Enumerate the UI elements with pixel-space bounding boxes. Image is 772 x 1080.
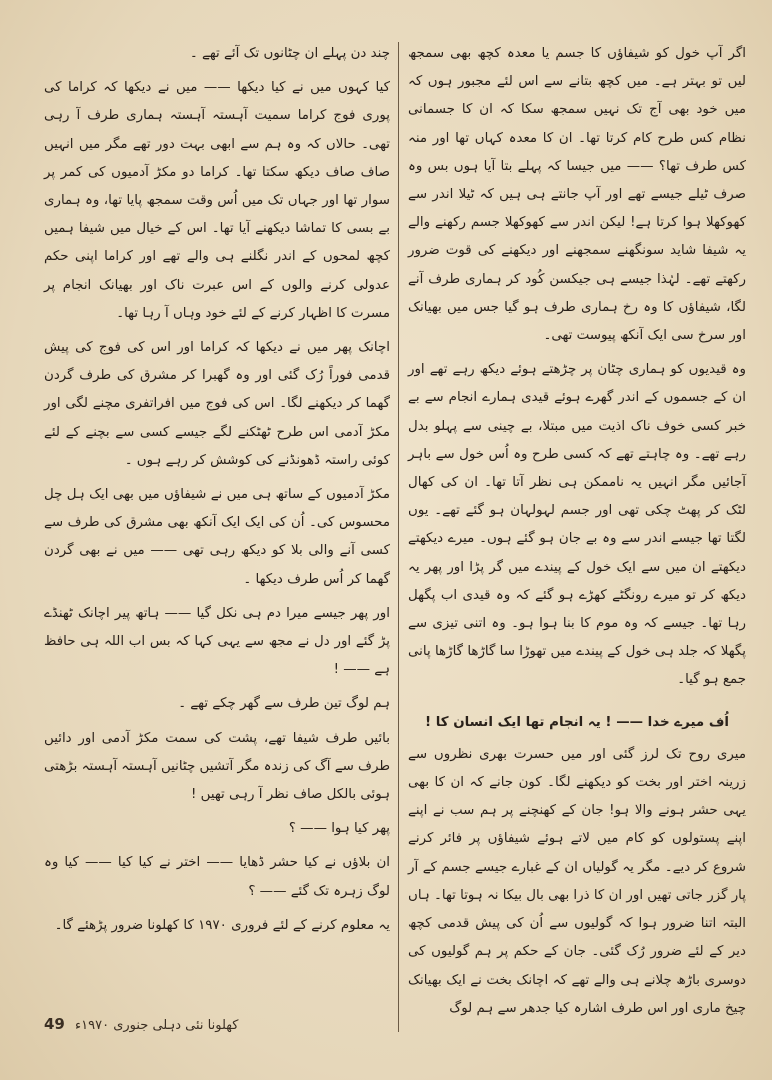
right-column xyxy=(408,40,746,1029)
paragraph: چند دن پہلے ان چٹانوں تک آئے تھے ۔ xyxy=(189,46,390,61)
paragraph: اور پھر جیسے میرا دم ہی نکل گیا —— ہاتھ پیر اچانک ٹھنڈے پڑ گئے اور دل نے مجھ سے یہی کہا کہ بس اب اللہ ہی حافظ ہے —— ! xyxy=(44,605,390,678)
paragraph: بائیں طرف شیفا تھے، پشت کی سمت مکڑ آدمی اور دائیں طرف سے آگ کی زندہ مگر آتشیں چٹانیں آہستہ آہستہ بڑھتی ہوئی بالکل صاف نظر آ رہی تھیں ! xyxy=(44,730,390,803)
paragraph: ہم لوگ تین طرف سے گھر چکے تھے ۔ xyxy=(178,696,390,712)
page-footer xyxy=(44,1014,238,1036)
page-number: 49 xyxy=(44,1015,65,1033)
paragraph: اچانک پھر میں نے دیکھا کہ کراما اور اس کی فوج کی پیش قدمی فوراً رُک گئی اور وہ گھبرا کر مشرق کی طرف گردن گھما کر دیکھنے لگا۔ اس کی فوج میں افراتفری مچنے لگی اور مکڑ آدمی اس طرح ٹھٹکنے لگے جیسے کسی سے بچنے کے لئے کوئی راستہ ڈھونڈنے کی کوشش کر رہے ہوں ۔ xyxy=(44,340,390,468)
left-column xyxy=(44,40,390,946)
paragraph: وہ قیدیوں کو ہماری چٹان پر چڑھتے ہوئے دیکھ رہے تھے اور ان کے جسموں کے اندر گھرے ہوئے قیدی ہمارے انجام سے بے خبر کسی خوف ناک اذیت میں مبتلا، بے چینی سے پہلو بدل رہے تھے۔ وہ چاہتے تھے کہ کسی طرح وہ اُس خول سے باہر آجائیں مگر انہیں یہ ناممکن ہی نظر آتا تھا۔ ان کی کھال لٹک کر پھٹ چکی تھی اور جسم لہولہان ہو گئے تھے۔ یوں لگتا تھا جیسے اندر سے وہ بے جان ہو گئے ہوں۔ میرے دیکھتے دیکھتے ان میں سے ایک خول کے پیندے میں گر پڑا اور پھر یہ دیکھ کر تو میرے رونگٹے کھڑے ہو گئے کہ وہ قیدی اب پگھل رہا تھا۔ جیسے کہ وہ موم کا بنا ہوا ہو۔ وہ اتنی تیزی سے پگھلا کہ جلد ہی خول کے پیندے میں تھوڑا سا گاڑھا گاڑھا پانی جمع ہو گیا۔ xyxy=(408,362,746,688)
paragraph: اگر آپ خول کو شیفاؤں کا جسم یا معدہ کچھ بھی سمجھ لیں تو بہتر ہے۔ میں کچھ بتانے سے اس لئے مجبور ہوں کہ میں خود بھی آج تک نہیں سمجھ سکا کہ ان کا جسمانی نظام کس طرح کام کرتا تھا۔ ان کا معدہ کہاں تھا اور منہ کس طرف تھا؟ —— میں جیسا کہ پہلے بتا آیا ہوں بس وہ صرف ٹیلے جیسے تھے اور آپ جانتے ہی ہیں کہ ٹیلا اندر سے کھوکھلا ہوا کرتا ہے! لیکن اندر سے کھوکھلا جسم رکھنے والے یہ شیفا شاید سونگھنے سمجھنے اور دیکھنے کی قوت ضرور رکھتے تھے۔ لہٰذا جیسے ہی جیکسن کُود کر ہماری طرف آنے لگا، شیفاؤں کا وہ رخ ہماری طرف ہو گیا جس میں بھیانک اور سرخ سی ایک آنکھ پیوست تھی۔ xyxy=(408,46,746,344)
section-heading: اُف میرے خدا —— ! یہ انجام تھا ایک انسان کا ! xyxy=(424,714,730,730)
paragraph: کیا کہوں میں نے کیا دیکھا —— میں نے دیکھا کہ کراما کی پوری فوج کراما سمیت آہستہ آہستہ ہماری طرف آ رہی تھی۔ حالاں کہ وہ ہم سے ابھی بہت دور تھے مگر میں انہیں صاف صاف دیکھ سکتا تھا۔ کراما دو مکڑ آدمیوں کی کمر پر سوار تھا اور جہاں تک میں اُس وقت سمجھ پایا تھا، وہ ہماری بے بسی کا تماشا دیکھنے آیا تھا۔ اس کے خیال میں شیفا ہمیں کچھ لمحوں کے اندر نگلنے ہی والے تھے اور کراما اپنی حکم عدولی کرنے والوں کے اس عبرت ناک اور بھیانک انجام پر مسرت کا اظہار کرنے کے لئے خود وہاں آ رہا تھا۔ xyxy=(44,80,390,321)
paragraph: مکڑ آدمیوں کے ساتھ ہی میں نے شیفاؤں میں بھی ایک ہل چل محسوس کی۔ اُن کی ایک ایک آنکھ بھی مشرق کی طرف سے کسی آنے والی بلا کو دیکھ رہی تھی —— میں نے بھی گردن گھما کر اُس طرف دیکھا ۔ xyxy=(44,487,390,587)
paragraph: میری روح تک لرز گئی اور میں حسرت بھری نظروں سے زرینہ اختر اور بخت کو دیکھنے لگا۔ کون جانے کہ ان کا بھی یہی حشر ہونے والا ہو! جان کے کھنچنے پر ہم سب نے اپنے اپنے پستولوں کو کام میں لاتے ہوئے شیفاؤں پر فائر کرنے شروع کر دیے۔ مگر یہ گولیاں ان کے غبارے جیسے جسم کے آر پار گزر جاتی تھیں اور ان کا ذرا بھی بال بیکا نہ ہوتا تھا۔ ہاں البتہ اتنا ضرور ہوا کہ گولیوں سے اُن کی پیش قدمی کچھ دیر کے لئے ضرور رُک گئی۔ جان کے حکم پر ہم گولیوں کی دوسری باڑھ چلانے ہی والے تھے کہ اچانک بخت نے ایک بھیانک چیخ ماری اور اس طرف اشارہ کیا جدھر سے ہم لوگ xyxy=(408,746,746,1016)
column-divider xyxy=(398,42,399,1032)
paragraph: پھر کیا ہوا —— ؟ xyxy=(288,821,390,837)
footer-text: کھلونا نئی دہلی جنوری ۱۹۷۰ء xyxy=(75,1018,239,1033)
paragraph: ان بلاؤں نے کیا حشر ڈھایا —— اختر نے کیا کیا —— کیا وہ لوگ زہرہ تک گئے —— ؟ xyxy=(44,855,390,899)
paragraph: یہ معلوم کرنے کے لئے فروری ۱۹۷۰ کا کھلونا ضرور پڑھئے گا۔ xyxy=(54,917,390,933)
